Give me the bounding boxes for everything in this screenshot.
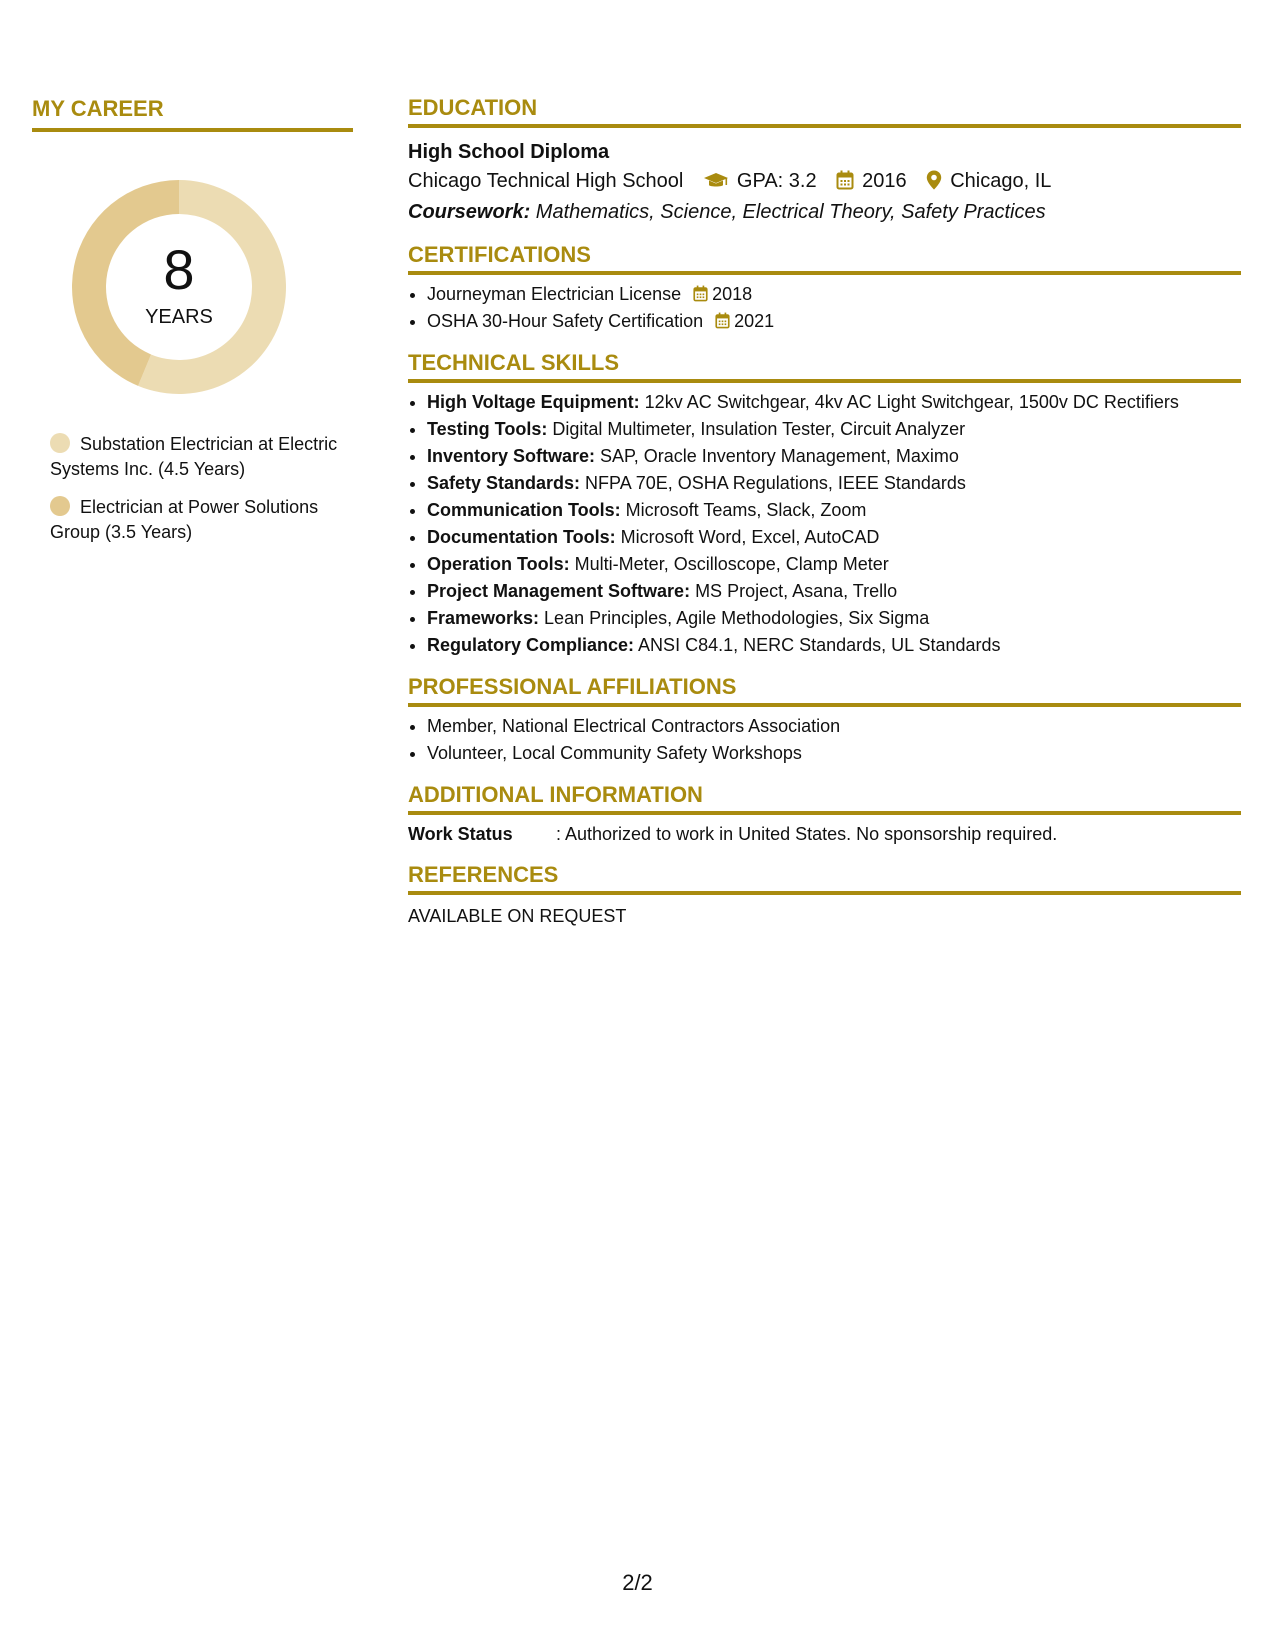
skill-value: Microsoft Teams, Slack, Zoom bbox=[620, 500, 867, 520]
certification-year: 2018 bbox=[712, 284, 753, 304]
graduation-cap-icon bbox=[703, 172, 729, 190]
skill-item bbox=[427, 416, 1241, 443]
legend-label: Electrician at Power Solutions Group (3.5 Years) bbox=[50, 497, 319, 542]
skills-section bbox=[408, 349, 1241, 659]
certification-name: OSHA 30-Hour Safety Certification bbox=[427, 311, 704, 331]
skill-label: Testing Tools: bbox=[427, 419, 548, 439]
career-years-number: 8 bbox=[163, 238, 195, 301]
skill-value: SAP, Oracle Inventory Management, Maximo bbox=[595, 446, 959, 466]
education-gpa-text: GPA: 3.2 bbox=[736, 170, 817, 192]
skill-label: Inventory Software: bbox=[427, 446, 596, 466]
calendar-icon bbox=[693, 285, 708, 302]
education-coursework bbox=[408, 197, 1241, 227]
education-gpa bbox=[703, 170, 822, 192]
education-year bbox=[836, 170, 912, 192]
skill-value: NFPA 70E, OSHA Regulations, IEEE Standards bbox=[580, 473, 966, 493]
education-details bbox=[408, 166, 1241, 197]
skill-value: Digital Multimeter, Insulation Tester, Circuit Analyzer bbox=[547, 419, 966, 439]
certification-name: Journeyman Electrician License bbox=[427, 284, 682, 304]
education-degree: High School Diploma bbox=[408, 141, 610, 163]
certification-year: 2021 bbox=[734, 311, 775, 331]
page-number: 2/2 bbox=[622, 1570, 653, 1595]
skill-label: Documentation Tools: bbox=[427, 527, 616, 547]
legend-item bbox=[50, 495, 350, 545]
donut-center bbox=[66, 174, 292, 400]
education-location bbox=[926, 170, 1051, 192]
skill-label: Safety Standards: bbox=[427, 473, 581, 493]
affiliations-heading: PROFESSIONAL AFFILIATIONS bbox=[408, 673, 1241, 707]
skill-item bbox=[427, 497, 1241, 524]
career-heading: MY CAREER bbox=[32, 96, 353, 132]
career-years-label: YEARS bbox=[145, 306, 213, 328]
skill-label: Regulatory Compliance: bbox=[427, 635, 635, 655]
skill-value: MS Project, Asana, Trello bbox=[690, 581, 898, 601]
work-status-value: : Authorized to work in United States. No sponsorship required. bbox=[556, 824, 1058, 844]
education-heading: EDUCATION bbox=[408, 94, 1241, 128]
calendar-icon bbox=[715, 312, 730, 329]
references-section bbox=[408, 861, 1241, 929]
skill-item bbox=[427, 470, 1241, 497]
skill-label: Frameworks: bbox=[427, 608, 540, 628]
certification-item bbox=[427, 308, 1241, 335]
affiliations-list bbox=[408, 713, 1241, 767]
skill-item bbox=[427, 605, 1241, 632]
skill-value: Lean Principles, Agile Methodologies, Six Sigma bbox=[539, 608, 930, 628]
references-text: AVAILABLE ON REQUEST bbox=[408, 906, 627, 926]
work-status-row bbox=[408, 821, 1241, 847]
coursework-text: Mathematics, Science, Electrical Theory, Safety Practices bbox=[530, 201, 1046, 223]
education-location-text: Chicago, IL bbox=[950, 170, 1052, 192]
map-pin-icon bbox=[926, 170, 942, 190]
skill-item bbox=[427, 389, 1241, 416]
skills-heading: TECHNICAL SKILLS bbox=[408, 349, 1241, 383]
additional-info-heading: ADDITIONAL INFORMATION bbox=[408, 781, 1241, 815]
skill-value: Multi-Meter, Oscilloscope, Clamp Meter bbox=[569, 554, 889, 574]
certifications-section bbox=[408, 241, 1241, 335]
legend-dot bbox=[50, 496, 70, 516]
skill-item bbox=[427, 524, 1241, 551]
additional-info-section bbox=[408, 781, 1241, 847]
certification-date bbox=[715, 311, 774, 331]
certification-date bbox=[693, 284, 752, 304]
calendar-icon bbox=[836, 170, 854, 190]
skill-item bbox=[427, 551, 1241, 578]
career-sidebar bbox=[32, 96, 353, 558]
skill-item bbox=[427, 632, 1241, 659]
skill-label: High Voltage Equipment: bbox=[427, 392, 640, 412]
legend-item bbox=[50, 432, 350, 482]
education-year-text: 2016 bbox=[862, 170, 907, 192]
skill-value: ANSI C84.1, NERC Standards, UL Standards bbox=[634, 635, 1001, 655]
legend-dot bbox=[50, 433, 70, 453]
certifications-list bbox=[408, 281, 1241, 335]
skills-list bbox=[408, 389, 1241, 659]
skill-label: Communication Tools: bbox=[427, 500, 621, 520]
skill-value: 12kv AC Switchgear, 4kv AC Light Switchgear, 1500v DC Rectifiers bbox=[639, 392, 1179, 412]
skill-label: Project Management Software: bbox=[427, 581, 691, 601]
skill-label: Operation Tools: bbox=[427, 554, 570, 574]
references-heading: REFERENCES bbox=[408, 861, 1241, 895]
certification-item bbox=[427, 281, 1241, 308]
affiliation-item: • Member, National Electrical Contractors Association bbox=[427, 713, 1241, 740]
education-section bbox=[408, 94, 1241, 227]
main-content bbox=[408, 94, 1241, 943]
skill-item bbox=[427, 578, 1241, 605]
affiliation-item: • Volunteer, Local Community Safety Workshops bbox=[427, 740, 1241, 767]
career-legend bbox=[50, 432, 350, 545]
education-school: Chicago Technical High School bbox=[408, 170, 684, 192]
work-status-label: Work Status bbox=[408, 824, 513, 844]
skill-item bbox=[427, 443, 1241, 470]
affiliations-section bbox=[408, 673, 1241, 767]
coursework-label: Coursework: bbox=[408, 201, 531, 223]
skill-value: Microsoft Word, Excel, AutoCAD bbox=[615, 527, 880, 547]
legend-label: Substation Electrician at Electric Systems Inc. (4.5 Years) bbox=[50, 434, 338, 479]
career-donut-chart bbox=[66, 174, 292, 400]
certifications-heading: CERTIFICATIONS bbox=[408, 241, 1241, 275]
